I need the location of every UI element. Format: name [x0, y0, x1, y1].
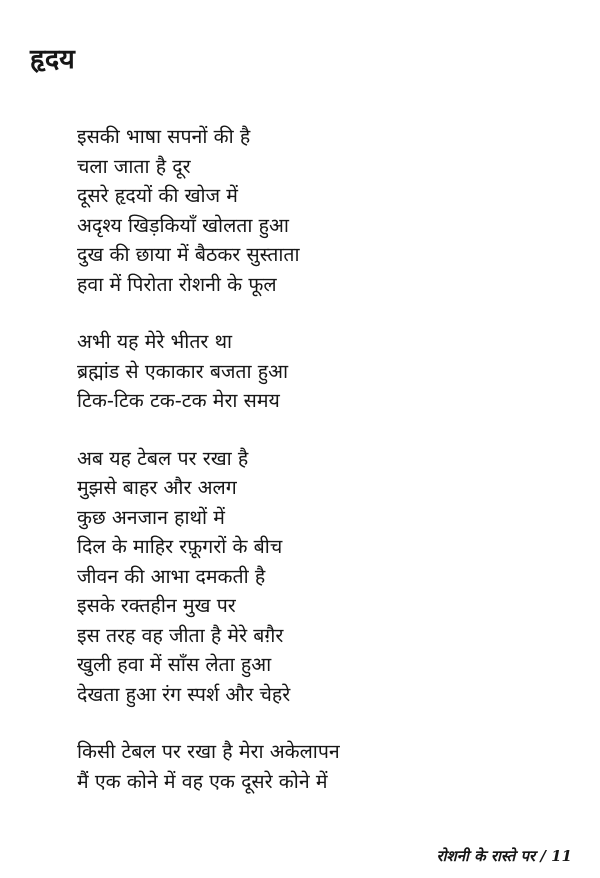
poem-line: चला जाता है दूर — [77, 154, 191, 178]
poem-body — [77, 122, 537, 824]
poem-line: किसी टेबल पर रखा है मेरा अकेलापन — [77, 740, 340, 763]
poem-line: दुख की छाया में बैठकर सुस्ताता — [77, 243, 300, 266]
poem-line: अदृश्य खिड़कियाँ खोलता हुआ — [77, 213, 289, 237]
stanza-3 — [77, 444, 537, 710]
poem-line: अब यह टेबल पर रखा है — [77, 446, 249, 470]
stanza-2 — [77, 327, 537, 416]
poem-line: अभी यह मेरे भीतर था — [77, 330, 233, 353]
poem-line: इसकी भाषा सपनों की है — [77, 125, 251, 148]
poem-line: टिक-टिक टक-टक मेरा समय — [77, 389, 280, 412]
book-title: रोशनी के रास्ते पर — [436, 847, 536, 865]
poem-line: ब्रह्मांड से एकाकार बजता हुआ — [77, 359, 289, 383]
page-footer — [436, 845, 572, 867]
poem-line: दूसरे हृदयों की खोज में — [77, 184, 238, 207]
poem-line: इसके रक्तहीन मुख पर — [77, 594, 236, 617]
poem-line: खुली हवा में साँस लेता हुआ — [77, 653, 272, 676]
footer-separator: / — [540, 847, 546, 865]
poem-line: दिल के माहिर रफ़ूगरों के बीच — [77, 535, 283, 558]
page-number: 11 — [551, 847, 572, 865]
poem-line: इस तरह वह जीता है मेरे बग़ैर — [77, 623, 284, 647]
poem-line: जीवन की आभा दमकती है — [77, 564, 266, 588]
poem-line: मुझसे बाहर और अलग — [77, 476, 237, 499]
poem-line: हवा में पिरोता रोशनी के फूल — [77, 272, 277, 296]
poem-line: कुछ अनजान हाथों में — [77, 505, 225, 529]
poem-line: देखता हुआ रंग स्पर्श और चेहरे — [77, 682, 291, 706]
poem-line: मैं एक कोने में वह एक दूसरे कोने में — [77, 769, 328, 793]
stanza-4 — [77, 737, 537, 796]
poem-title: हृदय — [30, 44, 75, 75]
stanza-1 — [77, 122, 537, 299]
